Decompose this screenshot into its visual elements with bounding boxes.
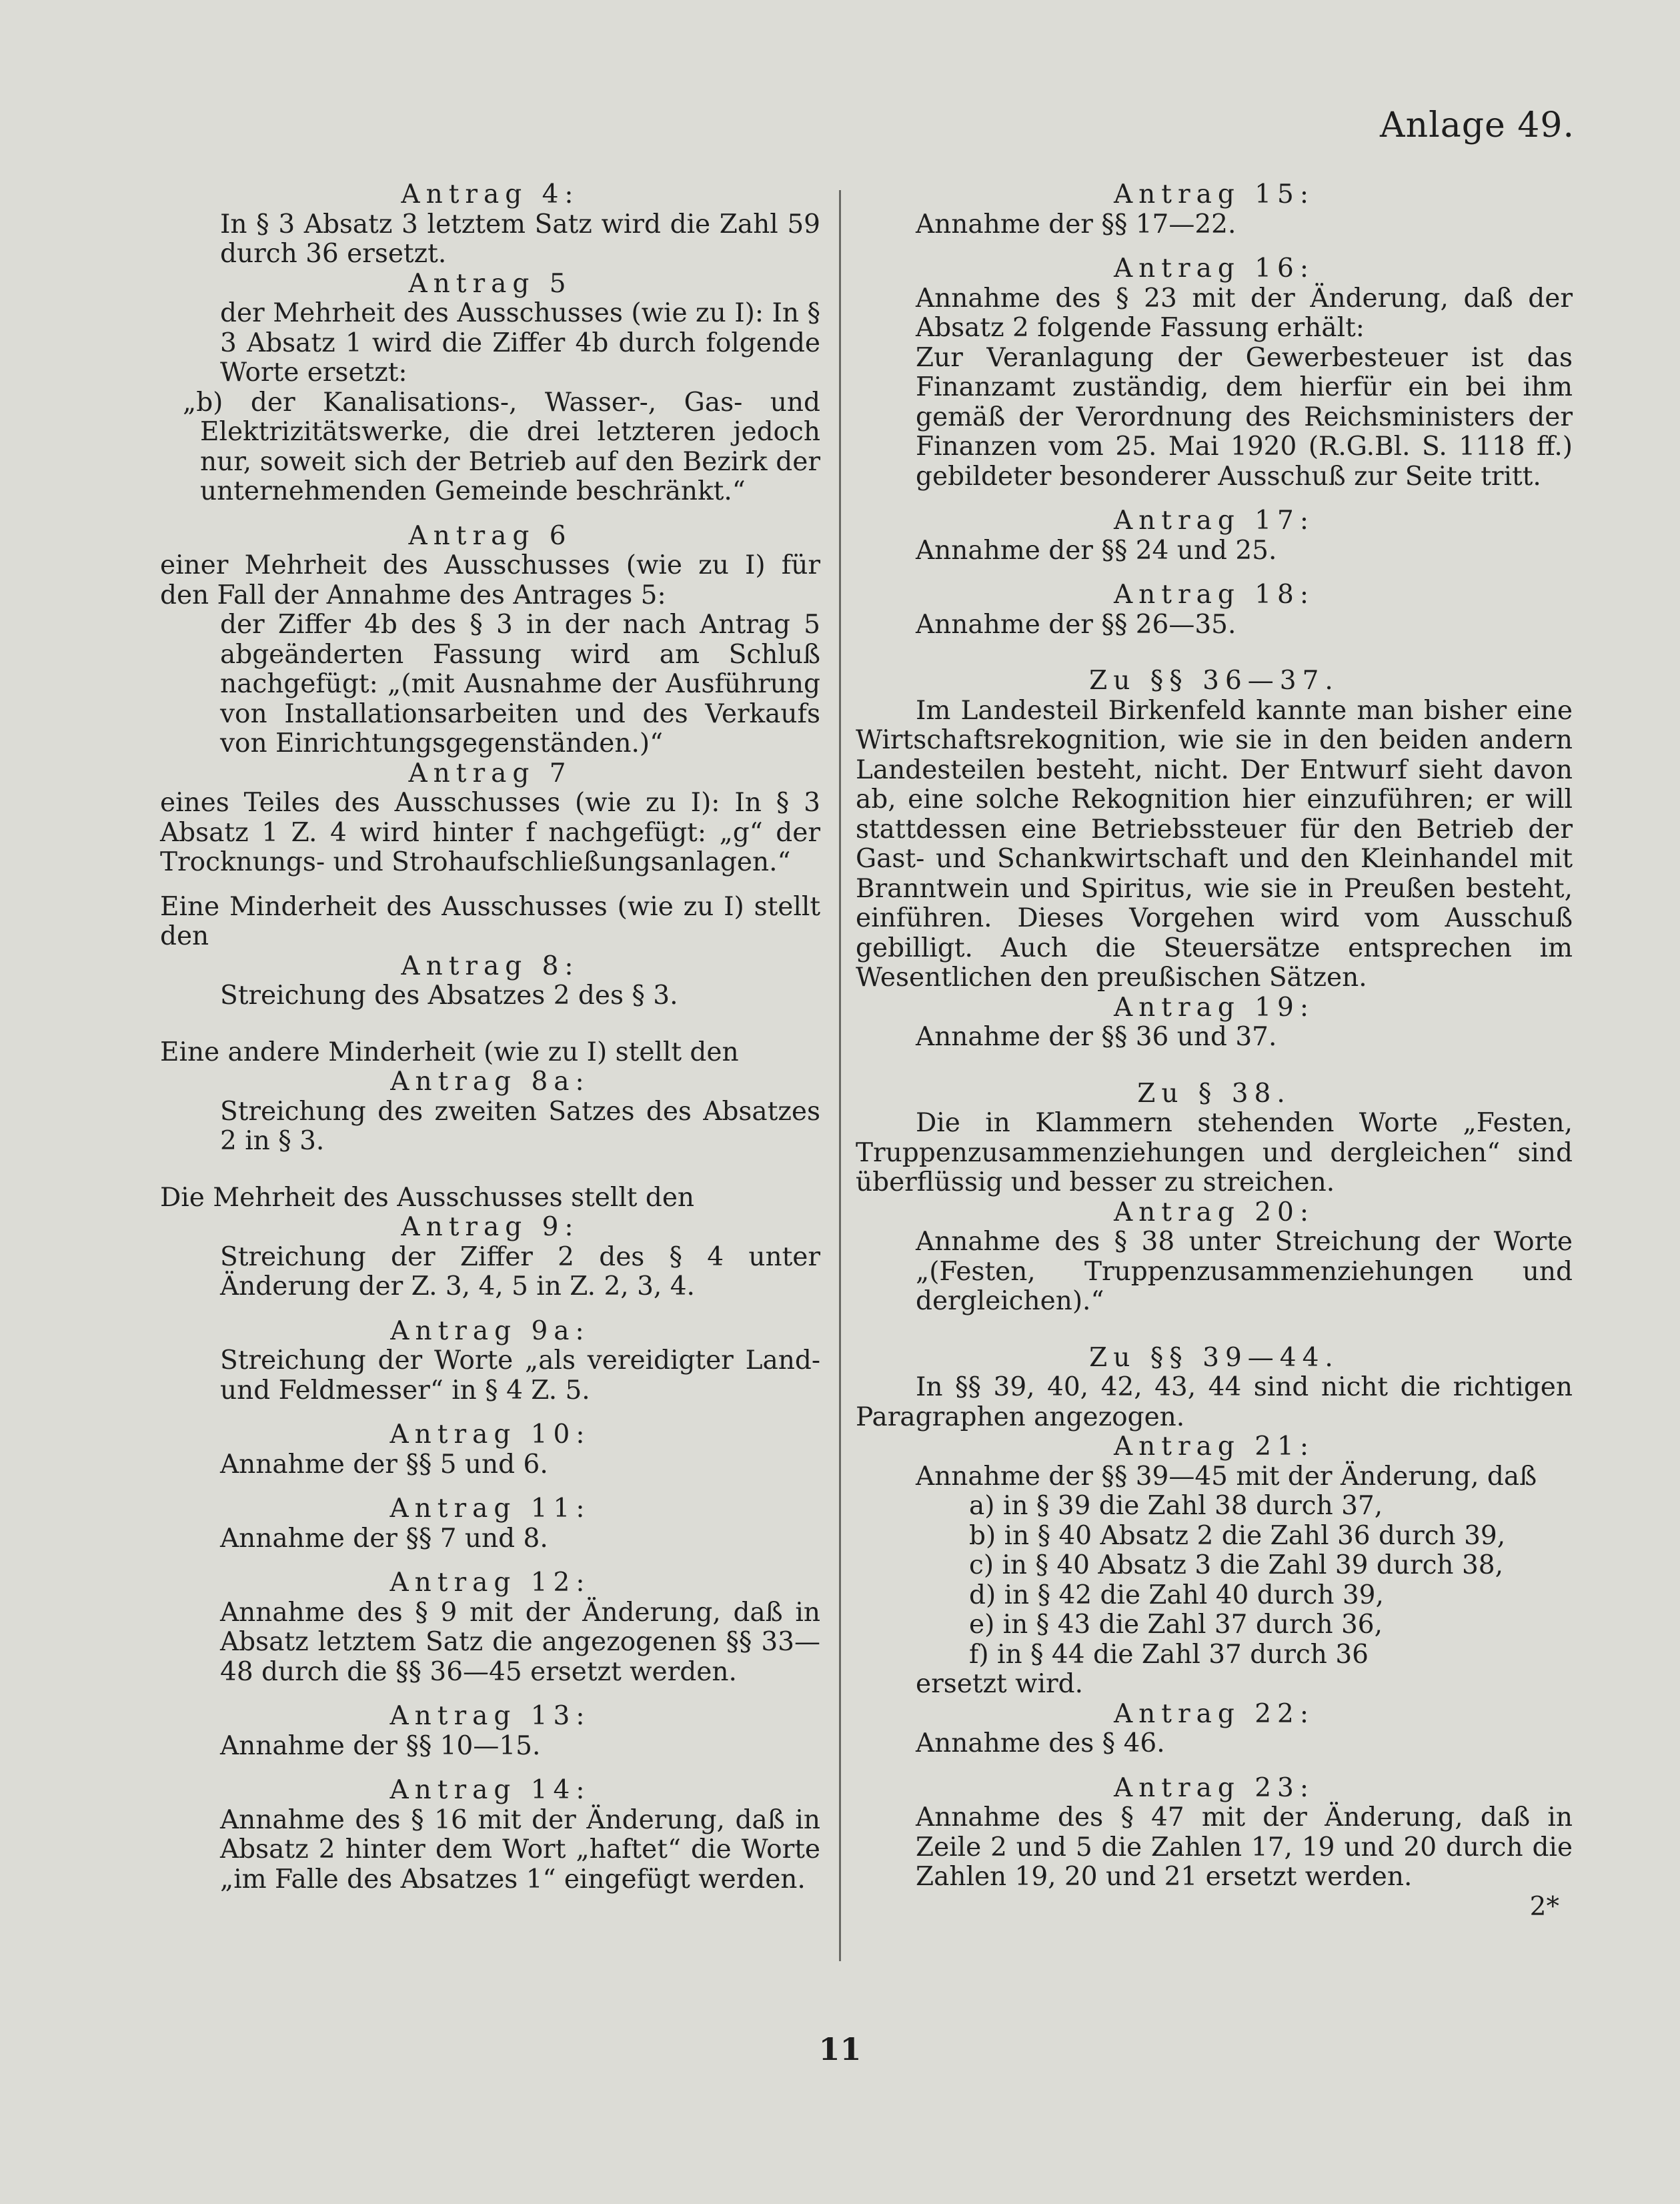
left-heading: Antrag 9: <box>401 1212 580 1242</box>
left-paragraph: In § 3 Absatz 3 letztem Satz wird die Zahl 59 durch 36 ersetzt. <box>220 209 820 269</box>
left-paragraph: einer Mehrheit des Ausschusses (wie zu I) für den Fall der Annahme des Antrages 5: <box>160 550 820 610</box>
right-heading: Zu §§ 36—37. <box>1089 666 1339 696</box>
left-paragraph: Die Mehrheit des Ausschusses stellt den <box>160 1182 695 1213</box>
right-heading: Zu §§ 39—44. <box>1089 1342 1339 1373</box>
right-paragraph: ersetzt wird. <box>916 1669 1083 1699</box>
left-heading: Antrag 9a: <box>390 1315 590 1346</box>
left-heading: Antrag 4: <box>401 179 580 209</box>
right-paragraph: Die in Klammern stehenden Worte „Festen, Truppenzusammenziehungen und dergleichen“ sind überflüssig und besser zu streichen. <box>856 1108 1573 1197</box>
right-heading: Antrag 21: <box>1114 1432 1315 1462</box>
left-heading: Antrag 6 <box>408 520 572 551</box>
right-paragraph: In §§ 39, 40, 42, 43, 44 sind nicht die richtigen Paragraphen angezogen. <box>856 1372 1573 1432</box>
right-paragraph: f) in § 44 die Zahl 37 durch 36 <box>969 1639 1369 1670</box>
left-paragraph: Eine Minderheit des Ausschusses (wie zu I) stellt den <box>160 891 820 951</box>
right-paragraph: Annahme des § 46. <box>916 1728 1165 1758</box>
right-paragraph: 2* <box>1529 1891 1559 1922</box>
left-paragraph: Annahme des § 9 mit der Änderung, daß in Absatz letztem Satz die angezogenen §§ 33—48 durch die §§ 36—45 ersetzt werden. <box>220 1597 820 1687</box>
left-heading: Antrag 7 <box>408 758 572 788</box>
right-heading: Zu § 38. <box>1137 1078 1291 1109</box>
left-paragraph: Eine andere Minderheit (wie zu I) stellt den <box>160 1037 739 1067</box>
left-paragraph: Annahme der §§ 10—15. <box>220 1730 541 1761</box>
right-column <box>856 180 1573 1922</box>
left-paragraph: Streichung des zweiten Satzes des Absatzes 2 in § 3. <box>220 1096 820 1156</box>
right-paragraph: Annahme der §§ 26—35. <box>916 609 1236 640</box>
right-paragraph: d) in § 42 die Zahl 40 durch 39, <box>969 1580 1384 1610</box>
right-paragraph: Im Landesteil Birkenfeld kannte man bisher eine Wirtschaftsrekognition, wie sie in den beiden andern Landesteilen besteht, nicht. Der Entwurf sieht davon ab, eine solche Rekognition hier einzuführen; er will stattdessen eine Betriebssteuer für den Betrieb der Gast- und Schankwirtschaft und den Kleinhandel mit Branntwein und Spiritus, wie sie in Preußen besteht, einführen. Dieses Vorgehen wird vom Ausschuß gebilligt. Auch die Steuersätze entsprechen im Wesentlichen den preußischen Sätzen. <box>856 695 1573 993</box>
left-paragraph: Annahme des § 16 mit der Änderung, daß in Absatz 2 hinter dem Wort „haftet“ die Worte „im Falle des Absatzes 1“ eingefügt werden. <box>220 1804 820 1894</box>
left-heading: Antrag 10: <box>389 1420 591 1450</box>
annex-label: Anlage 49. <box>1380 105 1575 145</box>
left-heading: Antrag 12: <box>389 1568 591 1598</box>
right-heading: Antrag 22: <box>1114 1698 1315 1729</box>
right-heading: Antrag 20: <box>1114 1197 1315 1227</box>
right-paragraph: c) in § 40 Absatz 3 die Zahl 39 durch 38, <box>969 1550 1503 1580</box>
right-paragraph: Annahme der §§ 24 und 25. <box>916 535 1277 566</box>
left-heading: Antrag 11: <box>389 1494 591 1524</box>
right-paragraph: Annahme der §§ 39—45 mit der Änderung, daß <box>916 1461 1537 1492</box>
right-heading: Antrag 23: <box>1114 1772 1315 1803</box>
left-heading: Antrag 13: <box>389 1701 591 1731</box>
left-paragraph: Annahme der §§ 5 und 6. <box>220 1449 548 1480</box>
column-divider <box>839 190 841 1961</box>
right-paragraph: e) in § 43 die Zahl 37 durch 36, <box>969 1610 1383 1640</box>
left-paragraph: Streichung der Ziffer 2 des § 4 unter Änderung der Z. 3, 4, 5 in Z. 2, 3, 4. <box>220 1241 820 1301</box>
left-paragraph: der Mehrheit des Ausschusses (wie zu I): In § 3 Absatz 1 wird die Ziffer 4b durch folgende Worte ersetzt: <box>220 298 820 388</box>
right-paragraph: Annahme des § 47 mit der Änderung, daß in Zeile 2 und 5 die Zahlen 17, 19 und 20 durch die Zahlen 19, 20 und 21 ersetzt werden. <box>916 1802 1573 1892</box>
right-paragraph: Annahme der §§ 36 und 37. <box>916 1022 1277 1052</box>
right-paragraph: Zur Veranlagung der Gewerbesteuer ist das Finanzamt zuständig, dem hierfür ein bei ihm gemäß der Verordnung des Reichsministers der Finanzen vom 25. Mai 1920 (R.G.Bl. S. 1118 ff.) gebildeter besonderer Ausschuß zur Seite tritt. <box>916 342 1573 492</box>
right-heading: Antrag 18: <box>1114 580 1315 610</box>
right-paragraph: b) in § 40 Absatz 2 die Zahl 36 durch 39, <box>969 1520 1506 1551</box>
left-heading: Antrag 5 <box>408 268 572 299</box>
right-heading: Antrag 17: <box>1114 506 1315 536</box>
left-paragraph: eines Teiles des Ausschusses (wie zu I): In § 3 Absatz 1 Z. 4 wird hinter f nachgefügt: „g“ der Trocknungs- und Strohaufschließungsanlagen.“ <box>160 788 820 877</box>
right-paragraph: Annahme des § 38 unter Streichung der Worte „(Festen, Truppenzusammenziehungen und dergleichen).“ <box>916 1227 1573 1316</box>
page-number: 11 <box>818 2031 862 2067</box>
left-paragraph: Streichung des Absatzes 2 des § 3. <box>220 981 678 1011</box>
right-paragraph: Annahme des § 23 mit der Änderung, daß der Absatz 2 folgende Fassung erhält: <box>916 283 1573 343</box>
right-heading: Antrag 16: <box>1114 253 1315 284</box>
right-heading: Antrag 19: <box>1114 992 1315 1023</box>
left-heading: Antrag 8a: <box>390 1067 590 1097</box>
left-heading: Antrag 8: <box>401 951 580 981</box>
left-paragraph: der Ziffer 4b des § 3 in der nach Antrag 5 abgeänderten Fassung wird am Schluß nachgefügt: „(mit Ausnahme der Ausführung von Installationsarbeiten und des Verkaufs von Einrichtungsgegenständen.)“ <box>220 610 820 758</box>
right-heading: Antrag 15: <box>1114 179 1315 209</box>
left-heading: Antrag 14: <box>389 1775 591 1805</box>
left-paragraph: Streichung der Worte „als vereidigter Land- und Feldmesser“ in § 4 Z. 5. <box>220 1345 820 1406</box>
right-paragraph: Annahme der §§ 17—22. <box>916 209 1236 239</box>
right-paragraph: a) in § 39 die Zahl 38 durch 37, <box>969 1491 1383 1521</box>
left-paragraph: „b) der Kanalisations-, Wasser-, Gas- und Elektrizitätswerke, die drei letzteren jedoch nur, soweit sich der Betrieb auf den Bezirk der unternehmenden Gemeinde beschränkt.“ <box>183 387 820 506</box>
left-paragraph: Annahme der §§ 7 und 8. <box>220 1523 548 1554</box>
left-column <box>160 180 820 1894</box>
